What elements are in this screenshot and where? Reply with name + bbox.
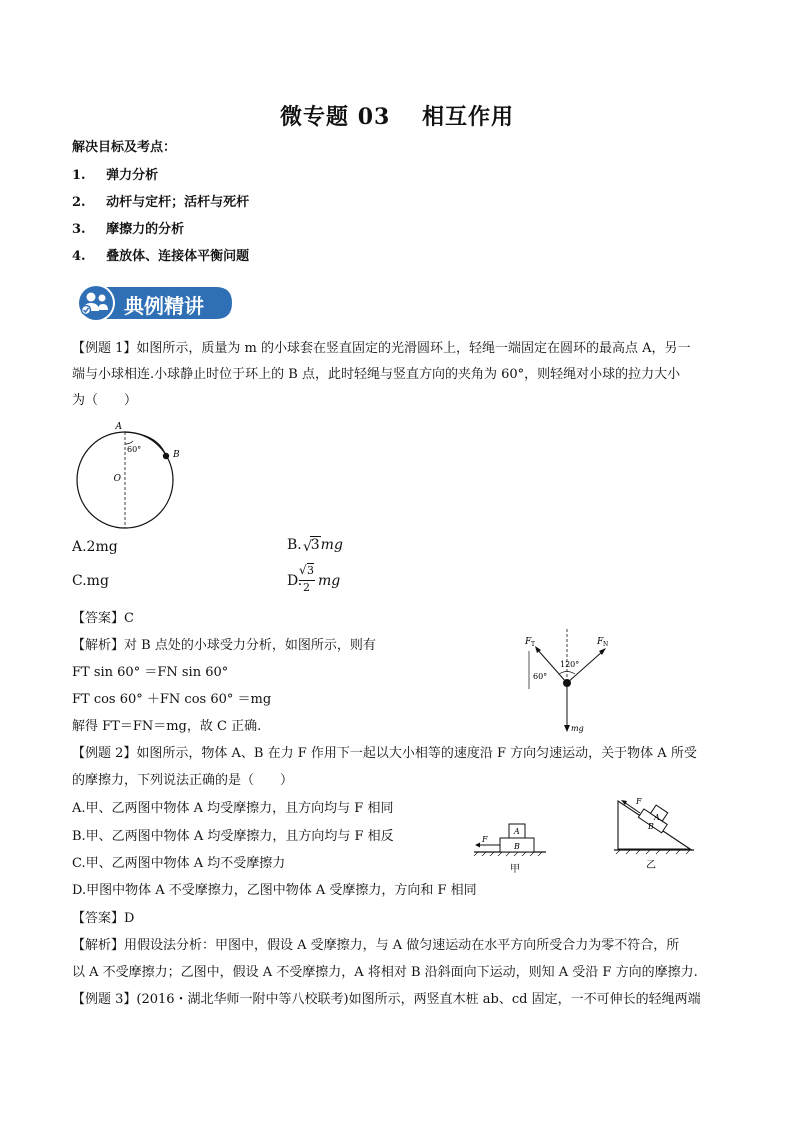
label-b: B [173, 450, 180, 460]
target-text: 叠放体、连接体平衡问题 [106, 249, 250, 264]
option-c: C.mg [72, 573, 109, 589]
fraction-numerator: 3 [307, 564, 314, 577]
label-yi: 乙 [646, 860, 656, 871]
ex2-analysis: 【解析】用假设法分析：甲图中，假设 A 受摩擦力，与 A 做匀速运动在水平方向所受合力为零不符合，所 [72, 938, 680, 953]
label-a: A [514, 827, 520, 836]
circle-figure [76, 420, 196, 530]
ex1-line: 端与小球相连.小球静止时位于环上的 B 点，此时轻绳与竖直方向的夹角为 60°，则轻绳对小球的拉力大小 [72, 367, 681, 382]
label-fn: F [597, 637, 604, 647]
target-item [72, 164, 158, 183]
force-diagram [515, 627, 625, 737]
ex2-option-a: A.甲、乙两图中物体 A 均受摩擦力，且方向均与 F 相同 [72, 801, 394, 816]
fraction-denominator: 2 [303, 581, 310, 594]
target-num: 4. [72, 249, 86, 264]
option-suffix: mg [320, 537, 343, 553]
badge-label: 典例精讲 [124, 294, 204, 318]
ex1-equation: FT cos 60° ＋FN cos 60° ＝mg [72, 692, 272, 707]
ex1-line: 【例题 1】如图所示，质量为 m 的小球套在竖直固定的光滑圆环上，轻绳一端固定在圆环的最高点 A，另一 [72, 341, 691, 356]
ex2-option-b: B.甲、乙两图中物体 A 均受摩擦力，且方向均与 F 相反 [72, 829, 394, 844]
target-item [72, 218, 184, 237]
target-num: 3. [72, 222, 86, 237]
figure-yi [610, 795, 700, 877]
option-a: A.2mg [72, 539, 118, 555]
label-b: B [648, 822, 654, 831]
target-text: 弹力分析 [106, 168, 159, 183]
ex2-line: 【例题 2】如图所示，物体 A、B 在力 F 作用下一起以大小相等的速度沿 F 方向匀速运动，关于物体 A 所受 [72, 746, 697, 761]
ex1-equation: FT sin 60° ＝FN sin 60° [72, 665, 229, 680]
option-prefix: D. [287, 573, 303, 589]
ex3-line: 【例题 3】(2016・湖北华师一附中等八校联考)如图所示，两竖直木桩 ab、cd 固定，一不可伸长的轻绳两端 [72, 992, 701, 1007]
section-badge [74, 283, 234, 323]
ex1-line: 为（ ） [72, 393, 138, 408]
label-ft-sub: T [531, 641, 536, 648]
label-b: B [514, 842, 520, 851]
target-num: 2. [72, 195, 86, 210]
ex1-conclusion: 解得 FT＝FN＝mg，故 C 正确. [72, 719, 262, 734]
ex2-option-d: D.甲图中物体 A 不受摩擦力，乙图中物体 A 受摩擦力，方向和 F 相同 [72, 883, 477, 898]
sqrt-radicand: 3 [310, 537, 320, 553]
option-suffix: mg [318, 573, 341, 589]
label-60: 60° [533, 672, 548, 681]
label-o: O [113, 474, 121, 484]
label-fn-sub: N [603, 641, 609, 648]
figure-jia [470, 818, 550, 880]
target-item [72, 191, 249, 210]
target-num: 1. [72, 168, 86, 183]
option-b [287, 537, 343, 553]
ex1-analysis: 【解析】对 B 点处的小球受力分析，如图所示，则有 [72, 638, 376, 653]
target-text: 动杆与定杆；活杆与死杆 [106, 195, 250, 210]
label-jia: 甲 [510, 864, 520, 875]
targets-heading: 解决目标及考点： [72, 140, 177, 155]
target-item [72, 245, 249, 264]
label-f: F [636, 797, 642, 806]
target-text: 摩擦力的分析 [106, 222, 185, 237]
ex2-line: 的摩擦力，下列说法正确的是（ ） [72, 773, 294, 788]
angle-label: 60° [127, 445, 142, 454]
label-a: A [115, 422, 122, 432]
sqrt-icon: √ [303, 539, 312, 555]
ex1-answer: 【答案】C [72, 611, 134, 626]
label-a: A [654, 813, 660, 822]
label-f: F [482, 835, 488, 844]
label-mg: mg [571, 724, 584, 733]
label-ft: F [525, 637, 532, 647]
ex2-option-c: C.甲、乙两图中物体 A 均不受摩擦力 [72, 856, 286, 871]
ex2-analysis: 以 A 不受摩擦力；乙图中，假设 A 不受摩擦力，A 将相对 B 沿斜面向下运动，则知 A 受沿 F 方向的摩擦力. [72, 965, 698, 980]
label-120: 120° [560, 660, 580, 669]
option-prefix: B. [287, 537, 302, 553]
ex2-answer: 【答案】D [72, 911, 135, 926]
page-title: 微专题 03 相互作用 [280, 104, 514, 130]
sqrt-icon: √ [299, 563, 307, 577]
